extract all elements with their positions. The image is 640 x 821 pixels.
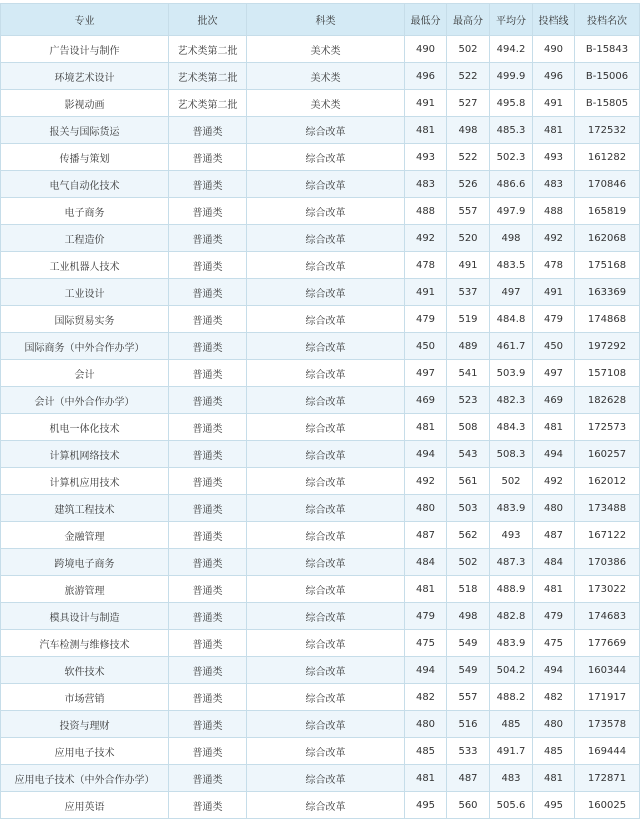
cell-major: 电子商务 bbox=[1, 198, 169, 225]
cell-avg-score: 497.9 bbox=[490, 198, 533, 225]
cell-cutoff-rank: 157108 bbox=[575, 360, 640, 387]
cell-batch: 普通类 bbox=[169, 576, 247, 603]
cell-subject-category: 综合改革 bbox=[247, 549, 405, 576]
cell-major: 建筑工程技术 bbox=[1, 495, 169, 522]
cell-major: 国际商务（中外合作办学） bbox=[1, 333, 169, 360]
cell-subject-category: 美术类 bbox=[247, 90, 405, 117]
cell-major: 汽车检测与维修技术 bbox=[1, 630, 169, 657]
header-cutoff-rank: 投档名次 bbox=[575, 4, 640, 36]
cell-min-score: 491 bbox=[405, 90, 447, 117]
header-batch: 批次 bbox=[169, 4, 247, 36]
cell-subject-category: 综合改革 bbox=[247, 603, 405, 630]
cell-cutoff-line: 481 bbox=[533, 117, 575, 144]
cell-max-score: 549 bbox=[447, 630, 490, 657]
cell-min-score: 488 bbox=[405, 198, 447, 225]
cell-min-score: 485 bbox=[405, 738, 447, 765]
cell-subject-category: 综合改革 bbox=[247, 468, 405, 495]
cell-cutoff-rank: 160257 bbox=[575, 441, 640, 468]
cell-major: 会计（中外合作办学） bbox=[1, 387, 169, 414]
cell-min-score: 487 bbox=[405, 522, 447, 549]
cell-min-score: 493 bbox=[405, 144, 447, 171]
cell-min-score: 483 bbox=[405, 171, 447, 198]
cell-major: 跨境电子商务 bbox=[1, 549, 169, 576]
cell-avg-score: 486.6 bbox=[490, 171, 533, 198]
cell-min-score: 492 bbox=[405, 225, 447, 252]
cell-subject-category: 综合改革 bbox=[247, 711, 405, 738]
cell-subject-category: 综合改革 bbox=[247, 657, 405, 684]
cell-cutoff-line: 483 bbox=[533, 171, 575, 198]
cell-cutoff-line: 494 bbox=[533, 657, 575, 684]
cell-avg-score: 505.6 bbox=[490, 792, 533, 819]
cell-cutoff-rank: 172532 bbox=[575, 117, 640, 144]
table-row bbox=[1, 36, 640, 63]
table-row bbox=[1, 630, 640, 657]
cell-cutoff-rank: 161282 bbox=[575, 144, 640, 171]
cell-avg-score: 483.5 bbox=[490, 252, 533, 279]
cell-major: 旅游管理 bbox=[1, 576, 169, 603]
cell-subject-category: 综合改革 bbox=[247, 252, 405, 279]
cell-cutoff-rank: 169444 bbox=[575, 738, 640, 765]
cell-cutoff-line: 480 bbox=[533, 711, 575, 738]
cell-max-score: 502 bbox=[447, 36, 490, 63]
table-row bbox=[1, 144, 640, 171]
cell-avg-score: 482.3 bbox=[490, 387, 533, 414]
cell-batch: 艺术类第二批 bbox=[169, 36, 247, 63]
cell-cutoff-line: 481 bbox=[533, 414, 575, 441]
cell-major: 投资与理财 bbox=[1, 711, 169, 738]
cell-cutoff-line: 491 bbox=[533, 279, 575, 306]
cell-subject-category: 综合改革 bbox=[247, 765, 405, 792]
table-row bbox=[1, 684, 640, 711]
cell-max-score: 520 bbox=[447, 225, 490, 252]
cell-batch: 普通类 bbox=[169, 360, 247, 387]
cell-max-score: 527 bbox=[447, 90, 490, 117]
cell-min-score: 481 bbox=[405, 117, 447, 144]
header-cutoff-line: 投档线 bbox=[533, 4, 575, 36]
cell-subject-category: 美术类 bbox=[247, 63, 405, 90]
table-row bbox=[1, 792, 640, 819]
cell-batch: 普通类 bbox=[169, 171, 247, 198]
cell-max-score: 522 bbox=[447, 144, 490, 171]
cell-cutoff-rank: B-15843 bbox=[575, 36, 640, 63]
cell-subject-category: 综合改革 bbox=[247, 495, 405, 522]
cell-cutoff-rank: 172573 bbox=[575, 414, 640, 441]
cell-max-score: 562 bbox=[447, 522, 490, 549]
cell-avg-score: 494.2 bbox=[490, 36, 533, 63]
cell-cutoff-rank: 165819 bbox=[575, 198, 640, 225]
cell-batch: 普通类 bbox=[169, 549, 247, 576]
cell-major: 环境艺术设计 bbox=[1, 63, 169, 90]
cell-avg-score: 503.9 bbox=[490, 360, 533, 387]
cell-max-score: 557 bbox=[447, 198, 490, 225]
header-avg-score: 平均分 bbox=[490, 4, 533, 36]
cell-max-score: 516 bbox=[447, 711, 490, 738]
table-row bbox=[1, 576, 640, 603]
cell-batch: 普通类 bbox=[169, 792, 247, 819]
cell-min-score: 481 bbox=[405, 414, 447, 441]
table-row bbox=[1, 225, 640, 252]
cell-batch: 艺术类第二批 bbox=[169, 90, 247, 117]
cell-major: 影视动画 bbox=[1, 90, 169, 117]
cell-cutoff-rank: 174868 bbox=[575, 306, 640, 333]
cell-cutoff-rank: 167122 bbox=[575, 522, 640, 549]
cell-cutoff-line: 485 bbox=[533, 738, 575, 765]
cell-min-score: 497 bbox=[405, 360, 447, 387]
cell-cutoff-line: 450 bbox=[533, 333, 575, 360]
cell-cutoff-line: 492 bbox=[533, 225, 575, 252]
cell-batch: 普通类 bbox=[169, 468, 247, 495]
table-row bbox=[1, 495, 640, 522]
cell-min-score: 475 bbox=[405, 630, 447, 657]
cell-max-score: 487 bbox=[447, 765, 490, 792]
cell-subject-category: 综合改革 bbox=[247, 144, 405, 171]
cell-avg-score: 502 bbox=[490, 468, 533, 495]
header-major: 专业 bbox=[1, 4, 169, 36]
cell-major: 模具设计与制造 bbox=[1, 603, 169, 630]
cell-major: 传播与策划 bbox=[1, 144, 169, 171]
header-max-score: 最高分 bbox=[447, 4, 490, 36]
cell-subject-category: 综合改革 bbox=[247, 684, 405, 711]
cell-subject-category: 综合改革 bbox=[247, 198, 405, 225]
cell-subject-category: 综合改革 bbox=[247, 576, 405, 603]
cell-avg-score: 483 bbox=[490, 765, 533, 792]
table-row bbox=[1, 522, 640, 549]
cell-cutoff-rank: 162068 bbox=[575, 225, 640, 252]
cell-subject-category: 综合改革 bbox=[247, 279, 405, 306]
cell-batch: 普通类 bbox=[169, 738, 247, 765]
cell-batch: 艺术类第二批 bbox=[169, 63, 247, 90]
cell-max-score: 560 bbox=[447, 792, 490, 819]
cell-batch: 普通类 bbox=[169, 684, 247, 711]
cell-cutoff-line: 494 bbox=[533, 441, 575, 468]
cell-subject-category: 综合改革 bbox=[247, 360, 405, 387]
cell-cutoff-line: 488 bbox=[533, 198, 575, 225]
cell-min-score: 492 bbox=[405, 468, 447, 495]
table-row bbox=[1, 198, 640, 225]
cell-major: 市场营销 bbox=[1, 684, 169, 711]
cell-avg-score: 504.2 bbox=[490, 657, 533, 684]
cell-cutoff-line: 481 bbox=[533, 576, 575, 603]
cell-min-score: 491 bbox=[405, 279, 447, 306]
table-row bbox=[1, 279, 640, 306]
cell-cutoff-rank: 173488 bbox=[575, 495, 640, 522]
cell-min-score: 495 bbox=[405, 792, 447, 819]
cell-avg-score: 497 bbox=[490, 279, 533, 306]
cell-cutoff-line: 493 bbox=[533, 144, 575, 171]
table-row bbox=[1, 468, 640, 495]
cell-min-score: 481 bbox=[405, 576, 447, 603]
cell-cutoff-rank: 172871 bbox=[575, 765, 640, 792]
cell-avg-score: 482.8 bbox=[490, 603, 533, 630]
cell-batch: 普通类 bbox=[169, 144, 247, 171]
cell-subject-category: 综合改革 bbox=[247, 117, 405, 144]
cell-cutoff-line: 487 bbox=[533, 522, 575, 549]
cell-avg-score: 491.7 bbox=[490, 738, 533, 765]
cell-batch: 普通类 bbox=[169, 711, 247, 738]
table-row bbox=[1, 90, 640, 117]
cell-cutoff-line: 480 bbox=[533, 495, 575, 522]
cell-cutoff-line: 482 bbox=[533, 684, 575, 711]
cell-max-score: 543 bbox=[447, 441, 490, 468]
table-body bbox=[1, 36, 640, 819]
cell-major: 广告设计与制作 bbox=[1, 36, 169, 63]
cell-batch: 普通类 bbox=[169, 630, 247, 657]
table-row bbox=[1, 414, 640, 441]
cell-min-score: 479 bbox=[405, 603, 447, 630]
cell-cutoff-rank: 163369 bbox=[575, 279, 640, 306]
header-min-score: 最低分 bbox=[405, 4, 447, 36]
cell-cutoff-rank: 162012 bbox=[575, 468, 640, 495]
cell-cutoff-rank: B-15006 bbox=[575, 63, 640, 90]
cell-min-score: 480 bbox=[405, 711, 447, 738]
cell-avg-score: 461.7 bbox=[490, 333, 533, 360]
cell-avg-score: 498 bbox=[490, 225, 533, 252]
cell-cutoff-line: 475 bbox=[533, 630, 575, 657]
cell-min-score: 484 bbox=[405, 549, 447, 576]
table-row bbox=[1, 171, 640, 198]
cell-min-score: 490 bbox=[405, 36, 447, 63]
cell-cutoff-line: 497 bbox=[533, 360, 575, 387]
cell-batch: 普通类 bbox=[169, 441, 247, 468]
cell-avg-score: 485.3 bbox=[490, 117, 533, 144]
cell-cutoff-line: 492 bbox=[533, 468, 575, 495]
cell-max-score: 522 bbox=[447, 63, 490, 90]
cell-avg-score: 493 bbox=[490, 522, 533, 549]
cell-avg-score: 488.2 bbox=[490, 684, 533, 711]
cell-cutoff-rank: 175168 bbox=[575, 252, 640, 279]
header-row bbox=[1, 4, 640, 36]
cell-batch: 普通类 bbox=[169, 306, 247, 333]
table-row bbox=[1, 603, 640, 630]
cell-cutoff-line: 478 bbox=[533, 252, 575, 279]
cell-cutoff-line: 496 bbox=[533, 63, 575, 90]
cell-major: 应用电子技术 bbox=[1, 738, 169, 765]
cell-batch: 普通类 bbox=[169, 414, 247, 441]
cell-subject-category: 综合改革 bbox=[247, 225, 405, 252]
cell-subject-category: 美术类 bbox=[247, 36, 405, 63]
cell-avg-score: 484.8 bbox=[490, 306, 533, 333]
table-row bbox=[1, 252, 640, 279]
cell-cutoff-rank: B-15805 bbox=[575, 90, 640, 117]
cell-batch: 普通类 bbox=[169, 387, 247, 414]
table-row bbox=[1, 657, 640, 684]
cell-avg-score: 485 bbox=[490, 711, 533, 738]
cell-min-score: 481 bbox=[405, 765, 447, 792]
cell-batch: 普通类 bbox=[169, 225, 247, 252]
cell-min-score: 478 bbox=[405, 252, 447, 279]
cell-cutoff-rank: 173022 bbox=[575, 576, 640, 603]
cell-batch: 普通类 bbox=[169, 522, 247, 549]
cell-cutoff-line: 491 bbox=[533, 90, 575, 117]
cell-min-score: 494 bbox=[405, 441, 447, 468]
table-header bbox=[1, 4, 640, 36]
cell-batch: 普通类 bbox=[169, 657, 247, 684]
cell-max-score: 533 bbox=[447, 738, 490, 765]
cell-major: 工程造价 bbox=[1, 225, 169, 252]
cell-avg-score: 495.8 bbox=[490, 90, 533, 117]
cell-major: 工业机器人技术 bbox=[1, 252, 169, 279]
cell-max-score: 503 bbox=[447, 495, 490, 522]
cell-cutoff-rank: 170846 bbox=[575, 171, 640, 198]
cell-batch: 普通类 bbox=[169, 765, 247, 792]
cell-max-score: 491 bbox=[447, 252, 490, 279]
cell-cutoff-rank: 177669 bbox=[575, 630, 640, 657]
cell-batch: 普通类 bbox=[169, 198, 247, 225]
cell-cutoff-rank: 174683 bbox=[575, 603, 640, 630]
cell-avg-score: 487.3 bbox=[490, 549, 533, 576]
cell-major: 软件技术 bbox=[1, 657, 169, 684]
cell-cutoff-line: 479 bbox=[533, 603, 575, 630]
cell-avg-score: 502.3 bbox=[490, 144, 533, 171]
cell-max-score: 489 bbox=[447, 333, 490, 360]
cell-cutoff-line: 479 bbox=[533, 306, 575, 333]
cell-cutoff-rank: 171917 bbox=[575, 684, 640, 711]
cell-min-score: 482 bbox=[405, 684, 447, 711]
cell-major: 国际贸易实务 bbox=[1, 306, 169, 333]
cell-subject-category: 综合改革 bbox=[247, 630, 405, 657]
table-row bbox=[1, 306, 640, 333]
cell-major: 计算机应用技术 bbox=[1, 468, 169, 495]
cell-max-score: 526 bbox=[447, 171, 490, 198]
cell-max-score: 537 bbox=[447, 279, 490, 306]
cell-max-score: 519 bbox=[447, 306, 490, 333]
cell-subject-category: 综合改革 bbox=[247, 333, 405, 360]
cell-major: 计算机网络技术 bbox=[1, 441, 169, 468]
cell-max-score: 502 bbox=[447, 549, 490, 576]
cell-cutoff-rank: 170386 bbox=[575, 549, 640, 576]
cell-cutoff-line: 490 bbox=[533, 36, 575, 63]
table-row bbox=[1, 333, 640, 360]
cell-major: 报关与国际货运 bbox=[1, 117, 169, 144]
cell-avg-score: 483.9 bbox=[490, 495, 533, 522]
cell-cutoff-rank: 160025 bbox=[575, 792, 640, 819]
cell-max-score: 518 bbox=[447, 576, 490, 603]
table-row bbox=[1, 117, 640, 144]
cell-subject-category: 综合改革 bbox=[247, 387, 405, 414]
cell-cutoff-rank: 182628 bbox=[575, 387, 640, 414]
cell-subject-category: 综合改革 bbox=[247, 414, 405, 441]
cell-cutoff-rank: 173578 bbox=[575, 711, 640, 738]
table-row bbox=[1, 711, 640, 738]
cell-subject-category: 综合改革 bbox=[247, 306, 405, 333]
table-row bbox=[1, 738, 640, 765]
cell-max-score: 498 bbox=[447, 117, 490, 144]
cell-batch: 普通类 bbox=[169, 495, 247, 522]
cell-subject-category: 综合改革 bbox=[247, 792, 405, 819]
cell-major: 金融管理 bbox=[1, 522, 169, 549]
cell-batch: 普通类 bbox=[169, 333, 247, 360]
cell-min-score: 496 bbox=[405, 63, 447, 90]
cell-major: 工业设计 bbox=[1, 279, 169, 306]
cell-major: 电气自动化技术 bbox=[1, 171, 169, 198]
table-row bbox=[1, 765, 640, 792]
table-row bbox=[1, 387, 640, 414]
table-row bbox=[1, 441, 640, 468]
cell-cutoff-line: 484 bbox=[533, 549, 575, 576]
cell-max-score: 498 bbox=[447, 603, 490, 630]
cell-cutoff-rank: 197292 bbox=[575, 333, 640, 360]
cell-batch: 普通类 bbox=[169, 117, 247, 144]
table-row bbox=[1, 63, 640, 90]
cell-cutoff-line: 469 bbox=[533, 387, 575, 414]
cell-batch: 普通类 bbox=[169, 252, 247, 279]
cell-subject-category: 综合改革 bbox=[247, 738, 405, 765]
admission-scores-table bbox=[0, 3, 640, 819]
cell-min-score: 480 bbox=[405, 495, 447, 522]
cell-cutoff-line: 481 bbox=[533, 765, 575, 792]
table-row bbox=[1, 360, 640, 387]
cell-avg-score: 508.3 bbox=[490, 441, 533, 468]
cell-max-score: 541 bbox=[447, 360, 490, 387]
cell-major: 应用英语 bbox=[1, 792, 169, 819]
cell-avg-score: 484.3 bbox=[490, 414, 533, 441]
cell-cutoff-line: 495 bbox=[533, 792, 575, 819]
cell-min-score: 469 bbox=[405, 387, 447, 414]
cell-min-score: 450 bbox=[405, 333, 447, 360]
cell-max-score: 549 bbox=[447, 657, 490, 684]
cell-max-score: 523 bbox=[447, 387, 490, 414]
cell-major: 应用电子技术（中外合作办学） bbox=[1, 765, 169, 792]
cell-avg-score: 483.9 bbox=[490, 630, 533, 657]
header-subject-category: 科类 bbox=[247, 4, 405, 36]
cell-subject-category: 综合改革 bbox=[247, 522, 405, 549]
cell-major: 会计 bbox=[1, 360, 169, 387]
cell-max-score: 561 bbox=[447, 468, 490, 495]
cell-max-score: 557 bbox=[447, 684, 490, 711]
table-row bbox=[1, 549, 640, 576]
cell-cutoff-rank: 160344 bbox=[575, 657, 640, 684]
cell-batch: 普通类 bbox=[169, 279, 247, 306]
cell-min-score: 479 bbox=[405, 306, 447, 333]
cell-max-score: 508 bbox=[447, 414, 490, 441]
cell-batch: 普通类 bbox=[169, 603, 247, 630]
cell-major: 机电一体化技术 bbox=[1, 414, 169, 441]
cell-min-score: 494 bbox=[405, 657, 447, 684]
cell-subject-category: 综合改革 bbox=[247, 441, 405, 468]
cell-avg-score: 499.9 bbox=[490, 63, 533, 90]
cell-subject-category: 综合改革 bbox=[247, 171, 405, 198]
cell-avg-score: 488.9 bbox=[490, 576, 533, 603]
